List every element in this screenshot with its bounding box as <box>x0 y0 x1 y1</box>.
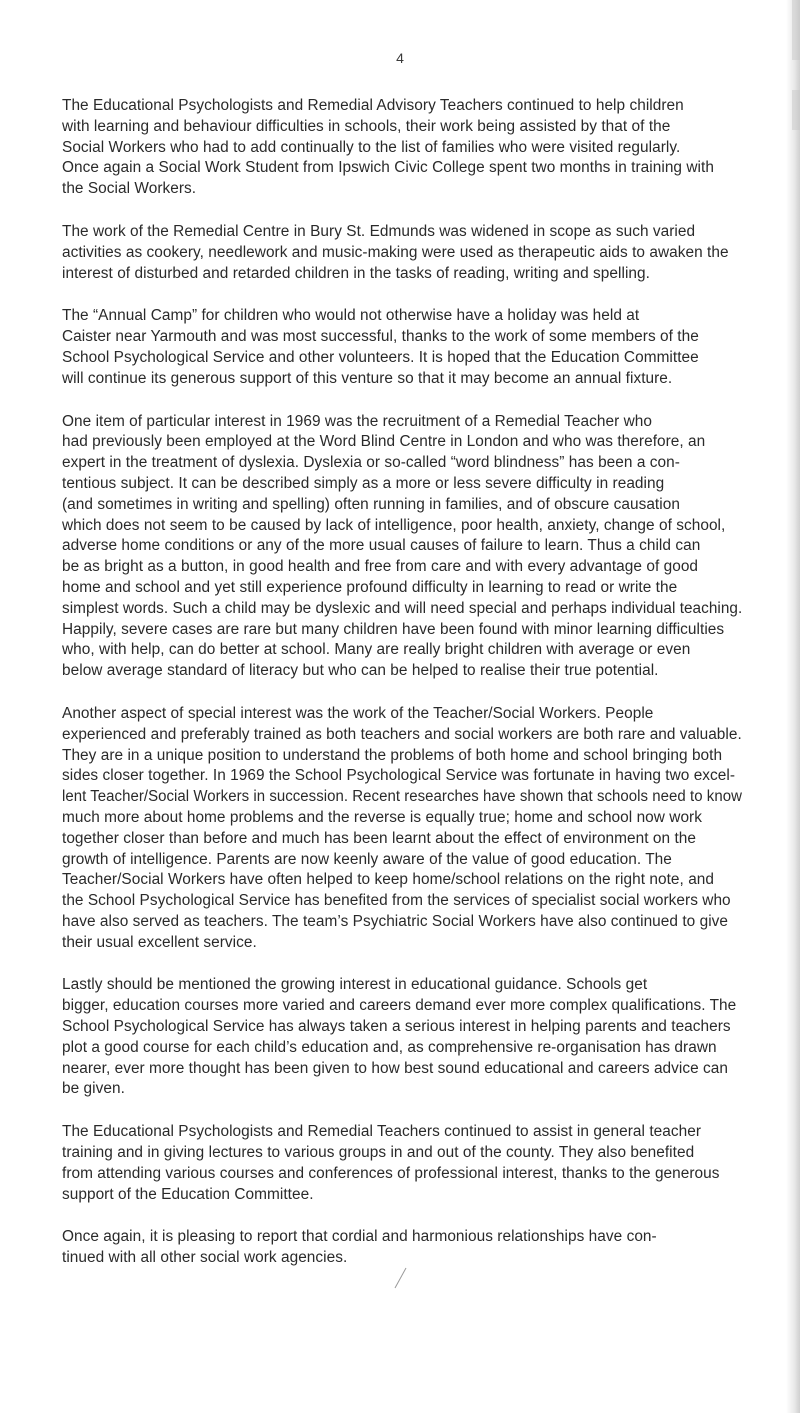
paragraph <box>62 704 742 954</box>
paragraph-line: which does not seem to be caused by lack of intelligence, poor health, anxiety, change of school, <box>62 516 726 534</box>
paragraph-line: will continue its generous support of this venture so that it may become an annual fixture. <box>62 369 673 387</box>
paragraph-line: below average standard of literacy but who can be helped to realise their true potential. <box>62 662 659 680</box>
paragraph <box>62 222 742 284</box>
paragraph-line: home and school and yet still experience profound difficulty in learning to read or write the <box>62 578 678 596</box>
paragraph <box>62 1227 742 1269</box>
paragraph-line: Happily, severe cases are rare but many children have been found with minor learning difficulties <box>62 620 725 638</box>
paragraph-line: their usual excellent service. <box>62 933 257 951</box>
paragraph-line: experienced and preferably trained as both teachers and social workers are both rare and valuable. <box>62 725 742 743</box>
scan-edge-mark <box>792 90 800 130</box>
paragraph-line: from attending various courses and conferences of professional interest, thanks to the generous <box>62 1164 720 1182</box>
paragraph-line: (and sometimes in writing and spelling) often running in families, and of obscure causation <box>62 495 680 513</box>
paragraph-line: be as bright as a button, in good health and free from care and with every advantage of good <box>62 558 699 576</box>
paragraph-line: The Educational Psychologists and Remedial Advisory Teachers continued to help children <box>62 97 684 114</box>
paragraph-line: together closer than before and much has been learnt about the effect of environment on the <box>62 829 696 847</box>
paragraph-line: sides closer together. In 1969 the School Psychological Service was fortunate in having two excel- <box>62 767 736 785</box>
paragraph-line: Caister near Yarmouth and was most successful, thanks to the work of some members of the <box>62 328 699 346</box>
paragraph-line: Once again, it is pleasing to report that cordial and harmonious relationships have con- <box>62 1228 657 1246</box>
paragraph <box>62 1122 742 1205</box>
paragraph-line: School Psychological Service and other volunteers. It is hoped that the Education Committee <box>62 348 699 366</box>
paragraph <box>62 96 742 200</box>
paragraph-line: training and in giving lectures to various groups in and out of the county. They also benefited <box>62 1144 695 1162</box>
paragraph-line: tinued with all other social work agencies. <box>62 1249 348 1267</box>
paragraph-line: with learning and behaviour difficulties in schools, their work being assisted by that of the <box>62 117 671 135</box>
page-number: 4 <box>396 50 404 66</box>
paragraph-line: growth of intelligence. Parents are now keenly aware of the value of good education. The <box>62 850 672 868</box>
stray-pen-mark <box>392 1266 410 1290</box>
paragraph <box>62 412 742 682</box>
paragraph-line: The “Annual Camp” for children who would not otherwise have a holiday was held at <box>62 307 640 325</box>
paragraph-line: plot a good course for each child’s education and, as comprehensive re-organisation has drawn <box>62 1038 717 1056</box>
paragraph-line: activities as cookery, needlework and music-making were used as therapeutic aids to awaken the <box>62 243 729 261</box>
paragraph-line: adverse home conditions or any of the more usual causes of failure to learn. Thus a child can <box>62 537 701 555</box>
paragraph-line: Teacher/Social Workers have often helped to keep home/school relations on the right note, and <box>62 871 715 889</box>
paragraph-line: Social Workers who had to add continually to the list of families who were visited regularly. <box>62 138 681 156</box>
paragraph-line: expert in the treatment of dyslexia. Dyslexia or so-called “word blindness” has been a con- <box>62 454 680 472</box>
paragraph-line: simplest words. Such a child may be dyslexic and will need special and perhaps individual teaching. <box>62 599 743 617</box>
paragraph-line: bigger, education courses more varied and careers demand ever more complex qualifications. The <box>62 997 737 1015</box>
document-body <box>62 96 742 1291</box>
paragraph-line: interest of disturbed and retarded children in the tasks of reading, writing and spelling. <box>62 264 650 282</box>
paragraph <box>62 975 742 1100</box>
scan-edge-shadow <box>786 0 800 1413</box>
paragraph-line: The work of the Remedial Centre in Bury St. Edmunds was widened in scope as such varied <box>62 222 696 240</box>
paragraph <box>62 306 742 389</box>
paragraph-line: One item of particular interest in 1969 was the recruitment of a Remedial Teacher who <box>62 412 652 430</box>
paragraph-line: nearer, ever more thought has been given to how best sound educational and careers advice can <box>62 1059 729 1077</box>
paragraph-line: Another aspect of special interest was the work of the Teacher/Social Workers. People <box>62 704 654 722</box>
paragraph-line: the Social Workers. <box>62 180 197 198</box>
paragraph-line: have also served as teachers. The team’s Psychiatric Social Workers have also continued to give <box>62 912 729 930</box>
paragraph-line: who, with help, can do better at school. Many are really bright children with average or even <box>62 641 691 659</box>
paragraph-line: The Educational Psychologists and Remedial Teachers continued to assist in general teacher <box>62 1123 702 1141</box>
paragraph-line: support of the Education Committee. <box>62 1185 314 1203</box>
paragraph-line: the School Psychological Service has benefited from the services of specialist social workers who <box>62 892 731 910</box>
paragraph-line: had previously been employed at the Word Blind Centre in London and who was therefore, an <box>62 433 706 451</box>
paragraph-line: They are in a unique position to understand the problems of both home and school bringing both <box>62 746 723 764</box>
paragraph-line: much more about home problems and the reverse is equally true; home and school now work <box>62 808 702 826</box>
paragraph-line: Lastly should be mentioned the growing interest in educational guidance. Schools get <box>62 976 648 994</box>
paragraph-line: Once again a Social Work Student from Ipswich Civic College spent two months in training with <box>62 159 714 177</box>
paragraph-line: tentious subject. It can be described simply as a more or less severe difficulty in reading <box>62 474 665 492</box>
paragraph-line: School Psychological Service has always taken a serious interest in helping parents and teachers <box>62 1018 731 1036</box>
paragraph-line: lent Teacher/Social Workers in succession. Recent researches have shown that schools need to know <box>62 788 742 806</box>
paragraph-line: be given. <box>62 1080 125 1098</box>
